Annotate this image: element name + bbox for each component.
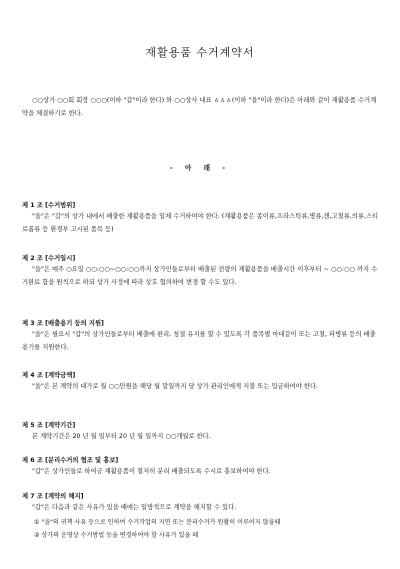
article-4-heading: 제 4 조 [계약금액] bbox=[22, 372, 76, 379]
article-3-heading: 제 3 조 [배출용기 등의 지원] bbox=[22, 320, 104, 327]
document-title: 재활용품 수거계약서 bbox=[145, 46, 255, 59]
intro-paragraph: ○○상가 ○○회 회장 ○○○(이하 "갑"이라 한다) 와 ○○상사 대표 ㅿㅿㅿ(이하 "을"이라 한다)은 아래와 같이 재활용품 수거계약을 체결하기로 한다. bbox=[22, 97, 377, 117]
article-5-heading: 제 5 조 [계약기간] bbox=[22, 422, 76, 429]
article-4-body: "을"은 본 계약의 대가로 월 ○○만원을 해당 월 말일까지 당 상가 관리인에게 지불 또는 입금하여야 한다. bbox=[32, 383, 319, 390]
below-marker: - 아 래 - bbox=[169, 164, 231, 172]
article-7-item-2: ② 상가의 운영상 수거방법 등을 변경하여야 할 사유가 있을 때 bbox=[34, 532, 199, 539]
article-3-body: "을"은 필요시 "갑"의 상가인들로부터 배출에 편리, 청결 유지를 할 수 있도록 각 품목별 마대같이 또는 고철, 파병류 등의 배출용기를 지원한다. bbox=[22, 331, 376, 351]
article-1-body: "을"은 "갑"의 상가 내에서 배출한 재활용품을 일체 수거하여야 한다. (재활용품은 종이류,프라스틱류,병류,캔,고철류,의류,스티로폼류 등 환경부 고시된 품목 등) bbox=[22, 213, 379, 233]
article-7-item-1: ① "을"의 귀책 사유 등으로 인하여 수거작업의 지연 또는 분리수거가 원활히 이루어지 않을때 bbox=[34, 519, 281, 526]
article-5-body: 본 계약기간은 20 년 월 일부터 20 년 월 일까지 ○○개월로 한다. bbox=[32, 433, 211, 440]
article-2-body: "을"은 매주 ○요일 ○○:○○~○○:○○까지 상가인들로부터 배출된 전량의 재활용품을 배출시간 이후부터 ~ ○○:○○ 까지 수거완료 함을 원칙으로 하되 상가 사정에 따라 상호 협의하여 변경 할 수도 있다. bbox=[22, 266, 378, 286]
article-1-heading: 제 1 조 [수거범위] bbox=[22, 202, 76, 209]
article-7-body: "갑"은 다음과 같은 사유가 있을 때에는 일방적으로 계약을 해지할 수 있다. bbox=[32, 504, 237, 511]
article-7-heading: 제 7 조 [계약의 해지] bbox=[22, 493, 84, 500]
article-6-body: "갑"은 상가인들로 하여금 재활용품이 철저히 분리 배출되도록 수시로 홍보하여야 한다. bbox=[32, 468, 271, 475]
article-6-heading: 제 6 조 [분리수거의 협조 및 홍보] bbox=[22, 457, 119, 464]
article-2-heading: 제 2 조 [수거일시] bbox=[22, 255, 76, 262]
